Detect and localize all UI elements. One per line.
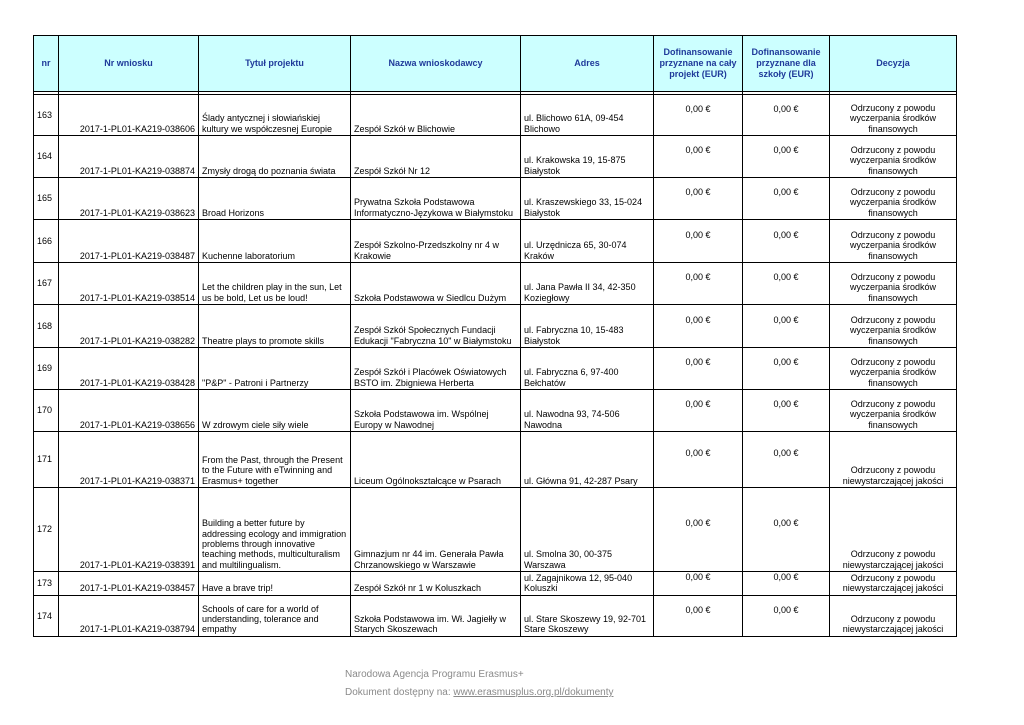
funding-total-value: 0,00 €	[685, 314, 711, 325]
project-title: Theatre plays to promote skills	[199, 305, 351, 348]
funding-school	[743, 390, 830, 432]
table-row	[34, 348, 957, 390]
decision: Odrzucony z powodu wyczerpania środków finansowych	[830, 220, 957, 263]
funding-school-value: 0,00 €	[773, 229, 799, 240]
table-row	[34, 595, 957, 636]
funding-school-value: 0,00 €	[773, 145, 799, 156]
project-title: Ślady antycznej i słowiańskiej kultury we współczesnej Europie	[199, 95, 351, 136]
funding-total-value: 0,00 €	[685, 399, 711, 410]
applicant-name: Zespół Szkolno-Przedszkolny nr 4 w Krakowie	[351, 220, 521, 263]
table-row	[34, 488, 957, 572]
funding-school-value: 0,00 €	[773, 399, 799, 410]
application-number: 2017-1-PL01-KA219-038428	[59, 348, 199, 390]
footer-prefix: Dokument dostępny na:	[345, 687, 454, 698]
project-title: Broad Horizons	[199, 178, 351, 220]
funding-school	[743, 595, 830, 636]
decision: Odrzucony z powodu wyczerpania środków finansowych	[830, 263, 957, 305]
applicant-name: Zespół Szkół nr 1 w Koluszkach	[351, 572, 521, 596]
project-title: W zdrowym ciele siły wiele	[199, 390, 351, 432]
table-row	[34, 178, 957, 220]
funding-total	[654, 432, 743, 488]
applicant-address: ul. Smolna 30, 00-375 Warszawa	[521, 488, 654, 572]
applicant-address: ul. Stare Skoszewy 19, 92-701 Stare Skoszewy	[521, 595, 654, 636]
application-number: 2017-1-PL01-KA219-038371	[59, 432, 199, 488]
applicant-name: Zespół Szkół i Placówek Oświatowych BSTO im. Zbigniewa Herberta	[351, 348, 521, 390]
applicant-name: Zespół Szkół w Blichowie	[351, 95, 521, 136]
funding-school-value: 0,00 €	[773, 357, 799, 368]
decision: Odrzucony z powodu niewystarczającej jakości	[830, 432, 957, 488]
applicant-address: ul. Fabryczna 6, 97-400 Bełchatów	[521, 348, 654, 390]
funding-total-value: 0,00 €	[685, 357, 711, 368]
header-row	[34, 36, 957, 92]
table-row	[34, 220, 957, 263]
applicant-address: ul. Urzędnicza 65, 30-074 Kraków	[521, 220, 654, 263]
decision: Odrzucony z powodu niewystarczającej jakości	[830, 595, 957, 636]
applicant-name: Szkoła Podstawowa w Siedlcu Dużym	[351, 263, 521, 305]
funding-total	[654, 220, 743, 263]
funding-school-value: 0,00 €	[773, 448, 799, 459]
row-number: 168	[34, 305, 59, 348]
funding-school	[743, 263, 830, 305]
footer-document-link-line	[345, 684, 613, 702]
row-number: 172	[34, 488, 59, 572]
applicant-address: ul. Krakowska 19, 15-875 Białystok	[521, 136, 654, 178]
application-number: 2017-1-PL01-KA219-038391	[59, 488, 199, 572]
row-number: 166	[34, 220, 59, 263]
project-title: Schools of care for a world of understanding, tolerance and empathy	[199, 595, 351, 636]
decision: Odrzucony z powodu wyczerpania środków finansowych	[830, 348, 957, 390]
funding-total	[654, 263, 743, 305]
applicant-name: Zespół Szkół Nr 12	[351, 136, 521, 178]
funding-total-value: 0,00 €	[685, 272, 711, 283]
table-row	[34, 305, 957, 348]
table-row	[34, 263, 957, 305]
row-number: 167	[34, 263, 59, 305]
applicant-name: Szkoła Podstawowa im. Wł. Jagiełły w Starych Skoszewach	[351, 595, 521, 636]
funding-school-value: 0,00 €	[773, 187, 799, 198]
applicant-address: ul. Nawodna 93, 74-506 Nawodna	[521, 390, 654, 432]
footer-agency: Narodowa Agencja Programu Erasmus+	[345, 669, 524, 680]
applicant-address: ul. Fabryczna 10, 15-483 Białystok	[521, 305, 654, 348]
header-applicant-name: Nazwa wnioskodawcy	[351, 36, 521, 92]
project-title: Let the children play in the sun, Let us be bold, Let us be loud!	[199, 263, 351, 305]
funding-school	[743, 432, 830, 488]
applicant-name: Zespół Szkół Społecznych Fundacji Edukacji "Fabryczna 10" w Białymstoku	[351, 305, 521, 348]
application-number: 2017-1-PL01-KA219-038656	[59, 390, 199, 432]
header-nr: nr	[34, 36, 59, 92]
table-row	[34, 432, 957, 488]
table-row	[34, 136, 957, 178]
decision: Odrzucony z powodu wyczerpania środków finansowych	[830, 95, 957, 136]
application-number: 2017-1-PL01-KA219-038457	[59, 572, 199, 596]
decision: Odrzucony z powodu niewystarczającej jakości	[830, 488, 957, 572]
funding-school-value: 0,00 €	[773, 272, 799, 283]
funding-school	[743, 178, 830, 220]
funding-school-value: 0,00 €	[773, 572, 799, 583]
funding-school-value: 0,00 €	[773, 604, 799, 615]
funding-school	[743, 95, 830, 136]
row-number: 163	[34, 95, 59, 136]
project-title: Zmysły drogą do poznania świata	[199, 136, 351, 178]
header-project-title: Tytuł projektu	[199, 36, 351, 92]
funding-school	[743, 220, 830, 263]
row-number: 169	[34, 348, 59, 390]
projects-table	[33, 35, 957, 637]
funding-school	[743, 305, 830, 348]
table-row	[34, 390, 957, 432]
applicant-address: ul. Blichowo 61A, 09-454 Blichowo	[521, 95, 654, 136]
application-number: 2017-1-PL01-KA219-038514	[59, 263, 199, 305]
row-number: 171	[34, 432, 59, 488]
application-number: 2017-1-PL01-KA219-038794	[59, 595, 199, 636]
row-number: 173	[34, 572, 59, 596]
application-number: 2017-1-PL01-KA219-038487	[59, 220, 199, 263]
funding-total-value: 0,00 €	[685, 518, 711, 529]
decision: Odrzucony z powodu wyczerpania środków finansowych	[830, 390, 957, 432]
table-row	[34, 572, 957, 596]
project-title: Kuchenne laboratorium	[199, 220, 351, 263]
applicant-address: ul. Kraszewskiego 33, 15-024 Białystok	[521, 178, 654, 220]
project-title: From the Past, through the Present to the Future with eTwinning and Erasmus+ together	[199, 432, 351, 488]
project-title: Building a better future by addressing ecology and immigration problems through innovative teaching methods, multiculturalism and multilingualism.	[199, 488, 351, 572]
funding-school	[743, 572, 830, 596]
header-decision: Decyzja	[830, 36, 957, 92]
funding-total	[654, 572, 743, 596]
row-number: 165	[34, 178, 59, 220]
funding-total-value: 0,00 €	[685, 572, 711, 583]
funding-total-value: 0,00 €	[685, 448, 711, 459]
applicant-address: ul. Główna 91, 42-287 Psary	[521, 432, 654, 488]
project-title: Have a brave trip!	[199, 572, 351, 596]
funding-school	[743, 348, 830, 390]
application-number: 2017-1-PL01-KA219-038282	[59, 305, 199, 348]
decision: Odrzucony z powodu wyczerpania środków finansowych	[830, 305, 957, 348]
funding-total	[654, 136, 743, 178]
funding-total	[654, 390, 743, 432]
funding-school-value: 0,00 €	[773, 518, 799, 529]
funding-total-value: 0,00 €	[685, 604, 711, 615]
applicant-name: Prywatna Szkoła Podstawowa Informatyczno-Językowa w Białymstoku	[351, 178, 521, 220]
funding-total-value: 0,00 €	[685, 229, 711, 240]
funding-school-value: 0,00 €	[773, 314, 799, 325]
funding-total-value: 0,00 €	[685, 103, 711, 114]
row-number: 174	[34, 595, 59, 636]
funding-total	[654, 178, 743, 220]
applicant-name: Gimnazjum nr 44 im. Generała Pawła Chrzanowskiego w Warszawie	[351, 488, 521, 572]
decision: Odrzucony z powodu wyczerpania środków finansowych	[830, 178, 957, 220]
row-number: 164	[34, 136, 59, 178]
funding-school	[743, 488, 830, 572]
funding-total	[654, 305, 743, 348]
application-number: 2017-1-PL01-KA219-038606	[59, 95, 199, 136]
funding-total-value: 0,00 €	[685, 187, 711, 198]
footer	[345, 666, 613, 702]
header-address: Adres	[521, 36, 654, 92]
header-funding-total: Dofinansowanie przyznane na cały projekt (EUR)	[654, 36, 743, 92]
footer-link[interactable]: www.erasmusplus.org.pl/dokumenty	[453, 687, 614, 698]
applicant-name: Szkoła Podstawowa im. Wspólnej Europy w Nawodnej	[351, 390, 521, 432]
applicant-address: ul. Jana Pawła II 34, 42-350 Koziegłowy	[521, 263, 654, 305]
decision: Odrzucony z powodu wyczerpania środków finansowych	[830, 136, 957, 178]
funding-school-value: 0,00 €	[773, 103, 799, 114]
applicant-address: ul. Zagajnikowa 12, 95-040 Koluszki	[521, 572, 654, 596]
header-application-number: Nr wniosku	[59, 36, 199, 92]
row-number: 170	[34, 390, 59, 432]
table-row	[34, 95, 957, 136]
application-number: 2017-1-PL01-KA219-038874	[59, 136, 199, 178]
funding-total	[654, 488, 743, 572]
funding-total	[654, 348, 743, 390]
funding-school	[743, 136, 830, 178]
project-title: "P&P" - Patroni i Partnerzy	[199, 348, 351, 390]
funding-total	[654, 95, 743, 136]
decision: Odrzucony z powodu niewystarczającej jakości	[830, 572, 957, 596]
funding-total	[654, 595, 743, 636]
header-funding-school: Dofinansowanie przyznane dla szkoły (EUR)	[743, 36, 830, 92]
application-number: 2017-1-PL01-KA219-038623	[59, 178, 199, 220]
applicant-name: Liceum Ogólnokształcące w Psarach	[351, 432, 521, 488]
funding-total-value: 0,00 €	[685, 145, 711, 156]
